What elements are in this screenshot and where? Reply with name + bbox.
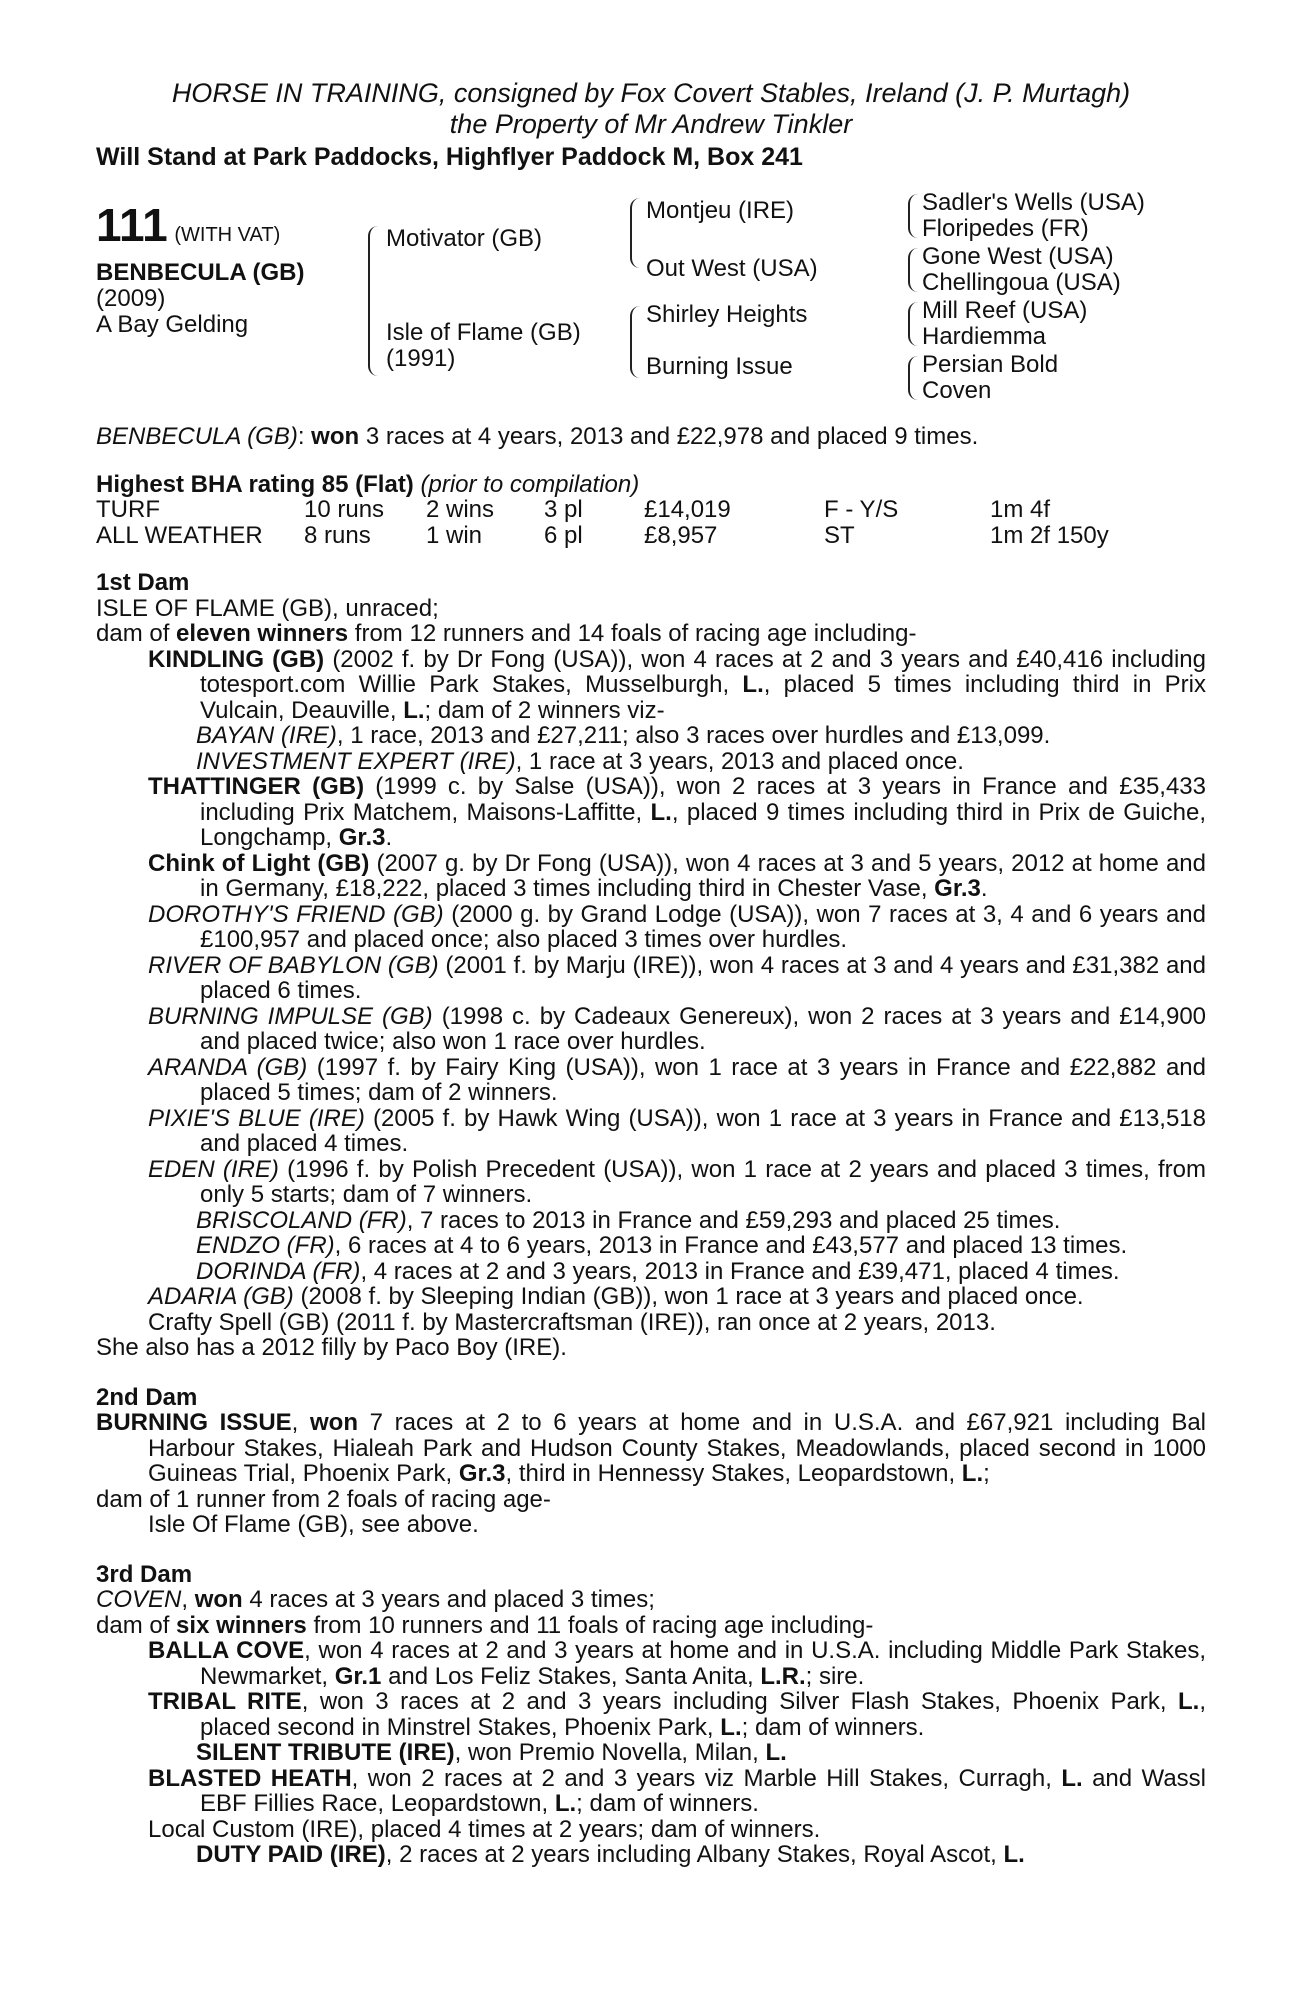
rating-money: £14,019 <box>644 496 731 523</box>
owner-line: the Property of Mr Andrew Tinkler <box>449 109 853 139</box>
rating-going: F - Y/S <box>824 496 899 523</box>
sdd: Chellingoua (USA) <box>922 269 1121 296</box>
dds: Persian Bold <box>922 351 1059 378</box>
summary-text: 3 races at 4 years, 2013 and £22,978 and placed 9 times. <box>365 423 979 450</box>
rating-row <box>96 497 1206 523</box>
third-dam-record: COVEN, won 4 races at 3 years and placed 3 times; <box>96 1586 655 1613</box>
brace-2 <box>908 248 918 292</box>
rating-wins: 2 wins <box>426 496 495 523</box>
rating-pl: 6 pl <box>544 521 583 549</box>
rating-surface: TURF <box>96 496 160 523</box>
third-dam-section <box>96 1562 1206 1868</box>
rating-row <box>96 523 1206 549</box>
produce-subentry: BRISCOLAND (FR), 7 races to 2013 in France and £59,293 and placed 25 times. <box>196 1206 1061 1234</box>
brace-1 <box>908 194 918 238</box>
rating-going: ST <box>824 521 855 549</box>
produce-subentry: INVESTMENT EXPERT (IRE), 1 race at 3 years, 2013 and placed once. <box>196 747 964 775</box>
ssd: Floripedes (FR) <box>922 215 1089 242</box>
third-dam-heading: 3rd Dam <box>96 1560 193 1588</box>
lot-number: 111 <box>96 199 168 251</box>
second-dam-record: BURNING ISSUE, won 7 races at 2 to 6 years at home and in U.S.A. and £67,921 including Bal Harbour Stakes, Hialeah Park and Hudson County Stakes, Meadowlands, placed second in 1000 Guineas Trial, Phoenix Park, Gr.3, third in Hennessy Stakes, Leopardstown, L.; <box>96 1409 1207 1487</box>
location-line: Will Stand at Park Paddocks, Highflyer Paddock M, Box 241 <box>96 143 803 171</box>
produce-entry: ADARIA (GB) (2008 f. by Sleeping Indian (GB)), won 1 race at 3 years and placed once. <box>148 1283 1084 1310</box>
produce-entry: DOROTHY'S FRIEND (GB) (2000 g. by Grand Lodge (USA)), won 7 races at 3, 4 and 6 years and £100,957 and placed once; also placed 3 times over hurdles. <box>148 900 1206 953</box>
produce-entry: TRIBAL RITE, won 3 races at 2 and 3 years including Silver Flash Stakes, Phoenix Park, L., placed second in Minstrel Stakes, Phoenix Park, L.; dam of winners. <box>148 1688 1206 1741</box>
produce-subentry: DORINDA (FR), 4 races at 2 and 3 years, 2013 in France and £39,471, placed 4 times. <box>196 1257 1120 1285</box>
dam-sire: Shirley Heights <box>646 301 808 328</box>
produce-subentry: ENDZO (FR), 6 races at 4 to 6 years, 2013 in France and £43,577 and placed 13 times. <box>196 1232 1128 1259</box>
lot-number-line <box>96 200 280 250</box>
race-summary: BENBECULA (GB): won 3 races at 4 years, 2013 and £22,978 and placed 9 times. <box>96 423 979 450</box>
horse-name: BENBECULA (GB) <box>96 259 305 286</box>
second-dam-produce: dam of 1 runner from 2 foals of racing age- <box>96 1485 551 1513</box>
dam: Isle of Flame (GB) <box>386 319 581 346</box>
first-dam-heading: 1st Dam <box>96 569 190 596</box>
produce-entry: Isle Of Flame (GB), see above. <box>148 1511 479 1538</box>
first-dam-produce-summary: dam of eleven winners from 12 runners and 14 foals of racing age including- <box>96 620 917 647</box>
produce-entry: Crafty Spell (GB) (2011 f. by Mastercraftsman (IRE)), ran once at 2 years, 2013. <box>148 1308 996 1336</box>
first-dam-intro: ISLE OF FLAME (GB), unraced; <box>96 594 439 622</box>
rating-runs: 8 runs <box>304 521 371 549</box>
produce-note: She also has a 2012 filly by Paco Boy (IRE). <box>96 1334 567 1361</box>
rating-note: (prior to compilation) <box>420 470 640 498</box>
vat-label: (WITH VAT) <box>174 224 281 246</box>
ddd: Coven <box>922 377 992 404</box>
produce-entry: EDEN (IRE) (1996 f. by Polish Precedent (USA)), won 1 race at 2 years and placed 3 times, from only 5 starts; dam of 7 winners. <box>148 1155 1207 1208</box>
consignor-line: HORSE IN TRAINING, consigned by Fox Covert Stables, Ireland (J. P. Murtagh) <box>171 78 1131 108</box>
produce-subentry: DUTY PAID (IRE), 2 races at 2 years including Albany Stakes, Royal Ascot, L. <box>196 1841 1025 1868</box>
produce-entry: RIVER OF BABYLON (GB) (2001 f. by Marju (IRE)), won 4 races at 3 and 4 years and £31,382 and placed 6 times. <box>148 951 1206 1004</box>
produce-subentry: BAYAN (IRE), 1 race, 2013 and £27,211; also 3 races over hurdles and £13,099. <box>196 722 1051 749</box>
horse-description: A Bay Gelding <box>96 311 249 338</box>
rating-pl: 3 pl <box>544 496 583 523</box>
sire-sire: Montjeu (IRE) <box>646 197 795 224</box>
produce-entry: BURNING IMPULSE (GB) (1998 c. by Cadeaux Genereux), won 2 races at 3 years and £14,900 and placed twice; also won 1 race over hurdles. <box>148 1002 1207 1055</box>
dsd: Hardiemma <box>922 323 1047 350</box>
produce-entry: BALLA COVE, won 4 races at 2 and 3 years at home and in U.S.A. including Middle Park Stakes, Newmarket, Gr.1 and Los Feliz Stakes, Santa Anita, L.R.; sire. <box>148 1637 1206 1690</box>
rating-money: £8,957 <box>644 521 718 549</box>
produce-entry: ARANDA (GB) (1997 f. by Fairy King (USA)), won 1 race at 3 years in France and £22,882 and placed 5 times; dam of 2 winners. <box>148 1053 1206 1106</box>
rating-wins: 1 win <box>426 521 483 549</box>
pedigree-block <box>96 190 1206 420</box>
dam-brace <box>630 306 640 378</box>
brace-4 <box>908 356 918 400</box>
sire: Motivator (GB) <box>386 225 543 252</box>
produce-entry: PIXIE'S BLUE (IRE) (2005 f. by Hawk Wing (USA)), won 1 race at 3 years in France and £13,518 and placed 4 times. <box>148 1104 1207 1157</box>
rating-title: Highest BHA rating 85 (Flat) <box>96 470 414 498</box>
dam-year: (1991) <box>386 345 456 372</box>
second-dam-heading: 2nd Dam <box>96 1383 198 1411</box>
rating-section <box>96 472 1206 549</box>
sire-dam: Out West (USA) <box>646 255 818 282</box>
brace-3 <box>908 302 918 346</box>
dam-dam: Burning Issue <box>646 353 793 380</box>
summary-name: BENBECULA (GB) <box>96 423 298 450</box>
horse-year: (2009) <box>96 285 166 312</box>
sire-dam-brace <box>368 226 378 376</box>
rating-dist: 1m 2f 150y <box>990 521 1109 549</box>
sss: Sadler's Wells (USA) <box>922 189 1145 216</box>
sire-brace <box>630 198 640 268</box>
rating-runs: 10 runs <box>304 496 385 523</box>
summary-won: won <box>311 423 360 450</box>
dss: Mill Reef (USA) <box>922 297 1088 324</box>
third-dam-produce-summary: dam of six winners from 10 runners and 11 foals of racing age including- <box>96 1611 874 1639</box>
produce-entry: KINDLING (GB) (2002 f. by Dr Fong (USA)), won 4 races at 2 and 3 years and £40,416 including totesport.com Willie Park Stakes, Musselburgh, L., placed 5 times including third in Prix Vulcain, Deauville, L.; dam of 2 winners viz- <box>148 645 1206 724</box>
produce-entry: Local Custom (IRE), placed 4 times at 2 years; dam of winners. <box>148 1815 821 1843</box>
produce-entry: BLASTED HEATH, won 2 races at 2 and 3 years viz Marble Hill Stakes, Curragh, L. and Wassl EBF Fillies Race, Leopardstown, L.; dam of winners. <box>148 1764 1206 1817</box>
catalogue-page <box>96 78 1206 1868</box>
first-dam-section <box>96 570 1206 1361</box>
produce-entry: THATTINGER (GB) (1999 c. by Salse (USA)), won 2 races at 3 years in France and £35,433 including Prix Matchem, Maisons-Laffitte, L., placed 9 times including third in Prix de Guiche, Longchamp, Gr.3. <box>148 773 1207 851</box>
sds: Gone West (USA) <box>922 243 1114 270</box>
produce-subentry: SILENT TRIBUTE (IRE), won Premio Novella, Milan, L. <box>196 1739 787 1766</box>
rating-dist: 1m 4f <box>990 496 1051 523</box>
rating-surface: ALL WEATHER <box>96 521 263 549</box>
produce-entry: Chink of Light (GB) (2007 g. by Dr Fong (USA)), won 4 races at 3 and 5 years, 2012 at home and in Germany, £18,222, placed 3 times including third in Chester Vase, Gr.3. <box>148 849 1206 902</box>
second-dam-section <box>96 1385 1206 1538</box>
page-header <box>96 78 1206 174</box>
